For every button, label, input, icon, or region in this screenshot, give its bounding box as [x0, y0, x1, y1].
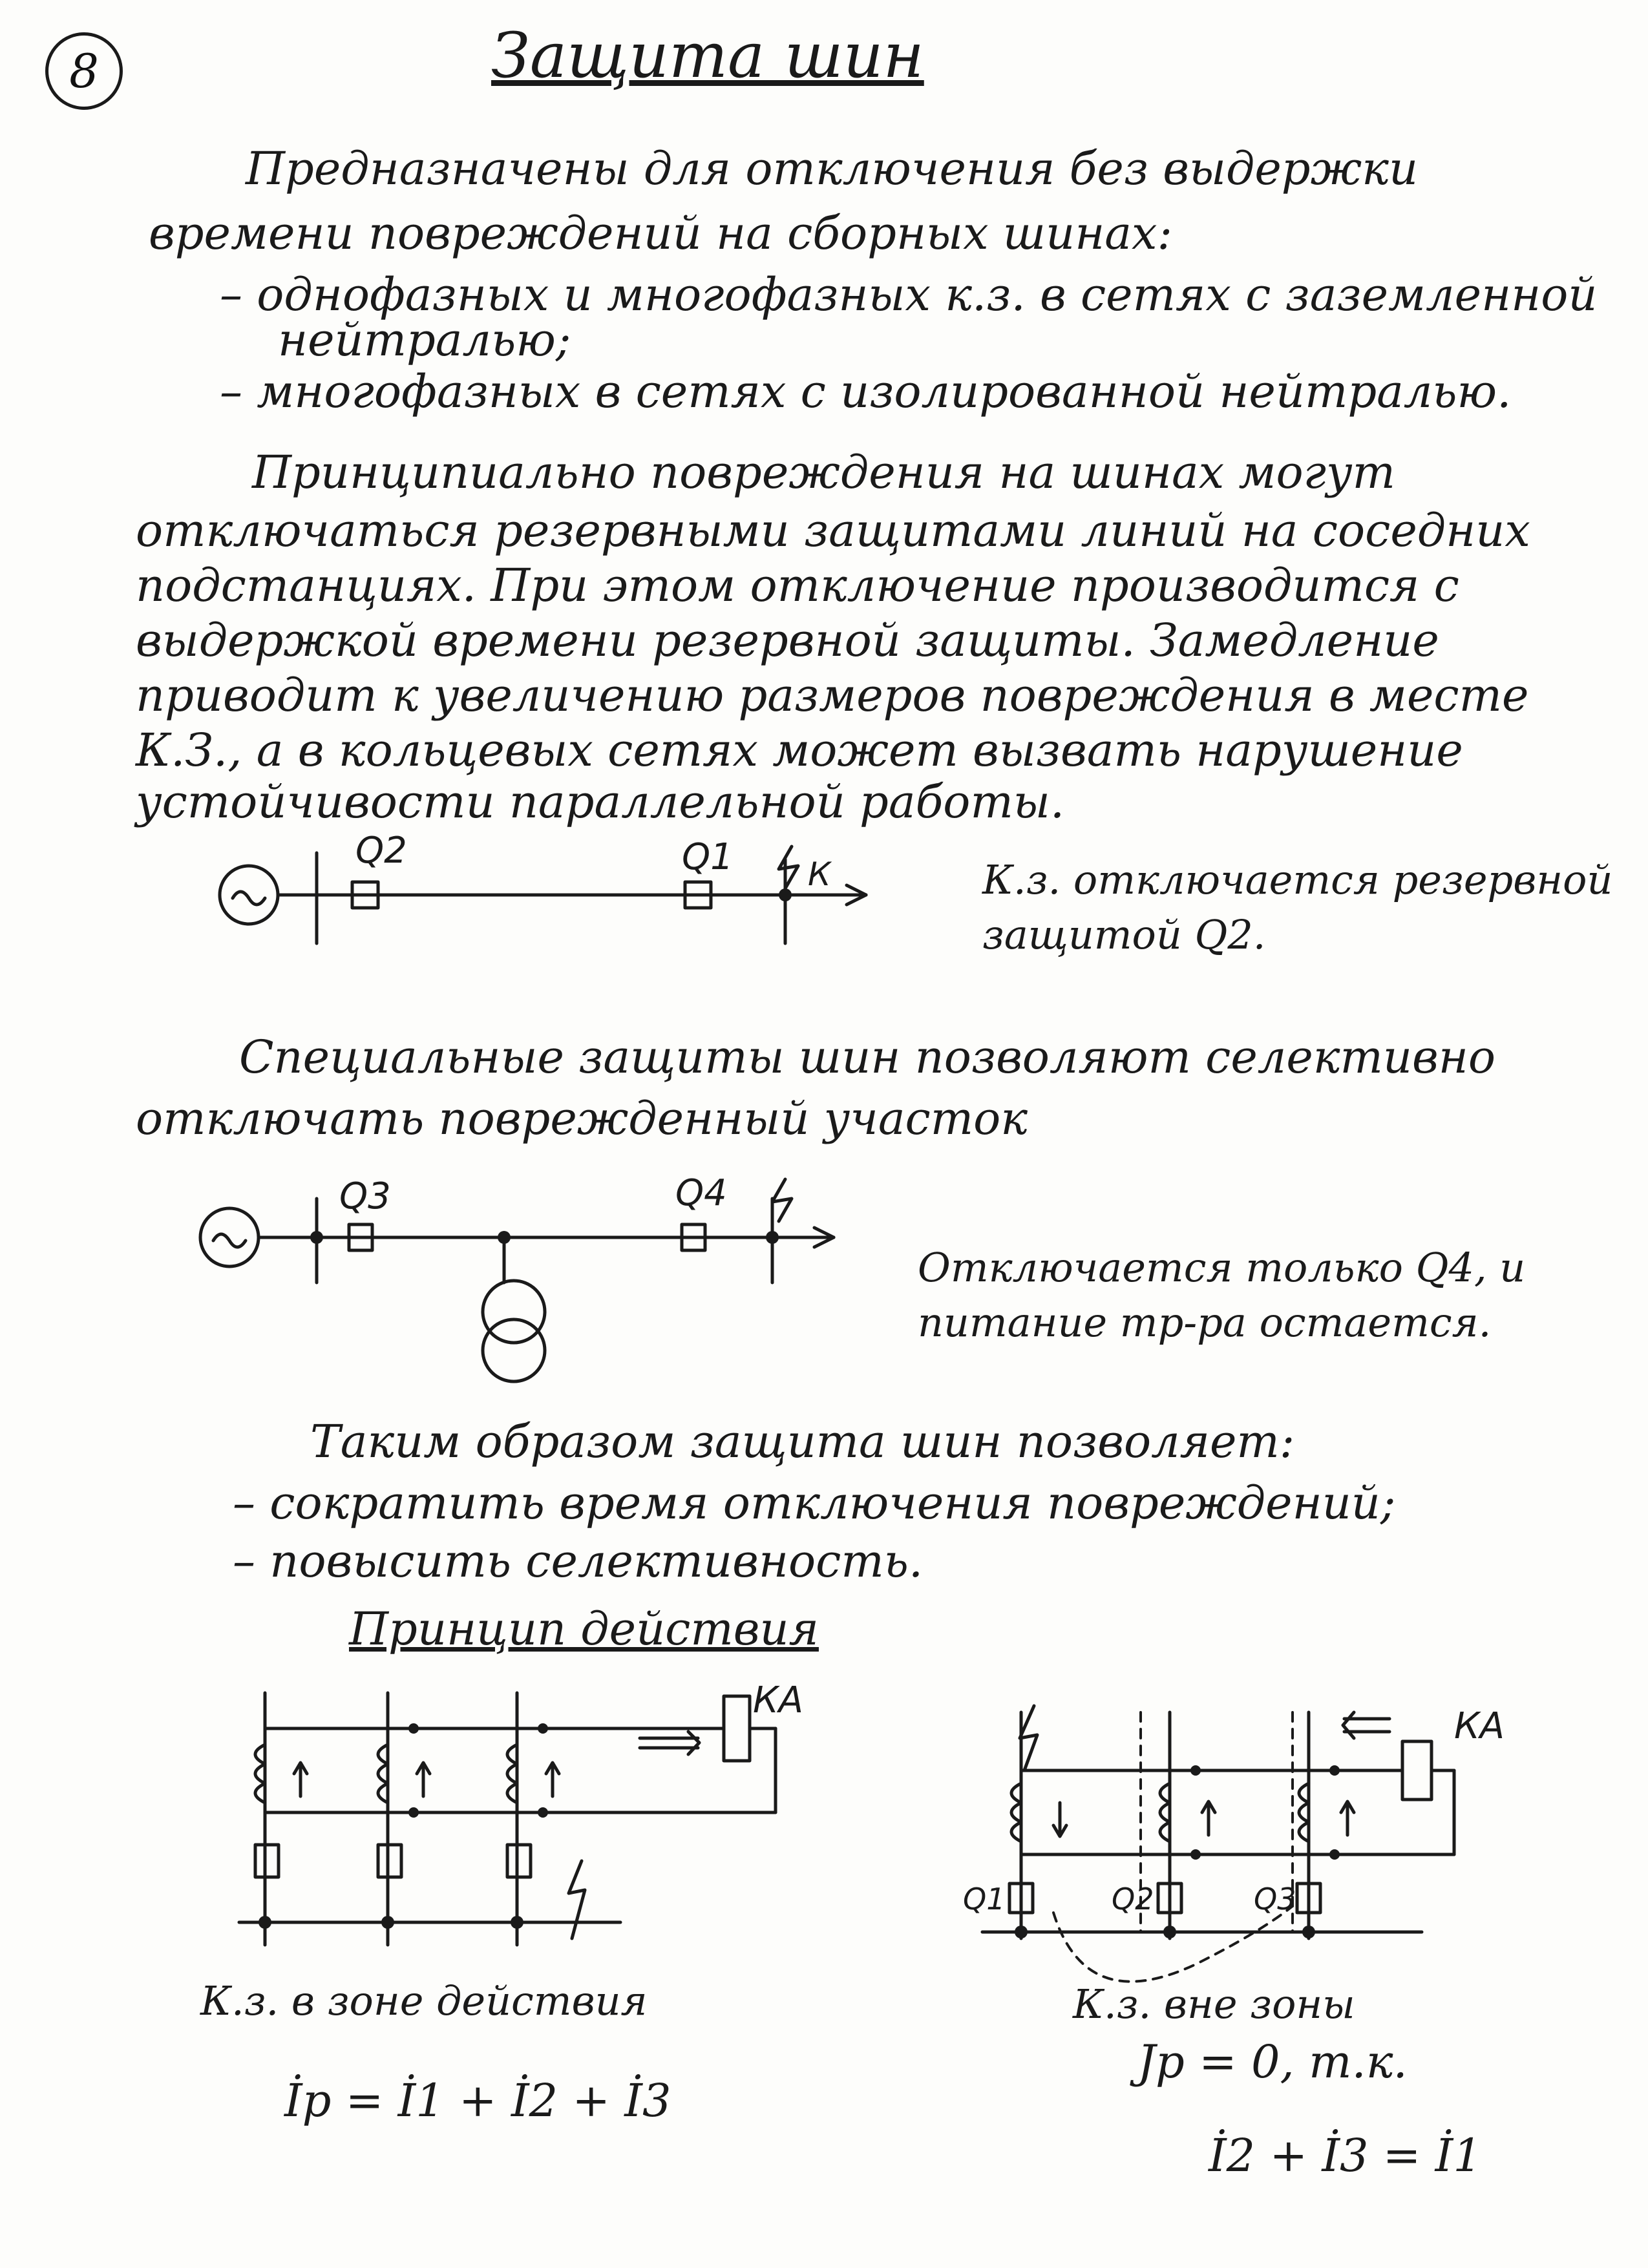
diagram4-formula-1: Jp = 0, т.к. [1137, 2035, 1408, 2088]
label-q1: Q1 [963, 1882, 1006, 1916]
para2-line-2: отключаться резервными защитами линий на соседних [136, 504, 1530, 557]
page-number: 8 [45, 32, 123, 110]
principle-heading: Принцип действия [349, 1602, 819, 1655]
intro-bullet-1a: – однофазных и многофазных к.з. в сетях с заземленной [220, 268, 1598, 321]
para3-line-2: отключать поврежденный участок [136, 1092, 1028, 1145]
diagram4-caption: К.з. вне зоны [1073, 1980, 1355, 2028]
para2-line-3: подстанциях. При этом отключение производится с [136, 559, 1459, 612]
label-ka: КА [1454, 1705, 1505, 1747]
para2-line-4: выдержкой времени резервной защиты. Замедление [136, 614, 1439, 667]
intro-bullet-1b: нейтралью; [278, 313, 571, 366]
para2-line-1: Принципиально повреждения на шинах могут [252, 446, 1396, 499]
para4-bullet-2: – повысить селективность. [233, 1535, 924, 1588]
para2-line-7: устойчивости параллельной работы. [136, 775, 1065, 828]
diagram3-formula: İp = İ1 + İ2 + İ3 [284, 2074, 671, 2127]
para2-line-5: приводит к увеличению размеров повреждения в месте [136, 669, 1529, 722]
label-q3: Q3 [339, 1175, 391, 1217]
diagram4-formula-2: İ2 + İ3 = İ1 [1209, 2129, 1482, 2182]
intro-line-1: Предназначены для отключения без выдержки [246, 142, 1419, 195]
intro-bullet-2: – многофазных в сетях с изолированной нейтралью. [220, 365, 1512, 418]
page-title: Защита шин [491, 19, 924, 92]
diagram1-note-1: К.з. отключается резервной [982, 856, 1613, 903]
label-q2: Q2 [1112, 1882, 1154, 1916]
relay-ka-icon [1402, 1741, 1431, 1800]
para4-line-1: Таким образом защита шин позволяет: [310, 1415, 1295, 1468]
para2-line-6: К.З., а в кольцевых сетях может вызвать нарушение [136, 724, 1463, 777]
para4-bullet-1: – сократить время отключения повреждений; [233, 1476, 1396, 1529]
diagram3-caption: К.з. в зоне действия [200, 1977, 648, 2024]
label-ka: КА [753, 1679, 804, 1721]
diagram1-note-2: защитой Q2. [982, 911, 1266, 958]
label-q1: Q1 [682, 836, 734, 878]
label-fault-k: К [808, 856, 831, 893]
para3-line-1: Специальные защиты шин позволяют селективно [239, 1031, 1496, 1084]
diagram2-note-2: питание тр-ра остается. [918, 1299, 1492, 1346]
diagram2-note-1: Отключается только Q4, и [918, 1244, 1526, 1291]
label-q2: Q2 [355, 830, 407, 872]
intro-line-2: времени повреждений на сборных шинах: [149, 207, 1173, 260]
label-q3: Q3 [1254, 1882, 1296, 1916]
label-q4: Q4 [675, 1172, 727, 1214]
